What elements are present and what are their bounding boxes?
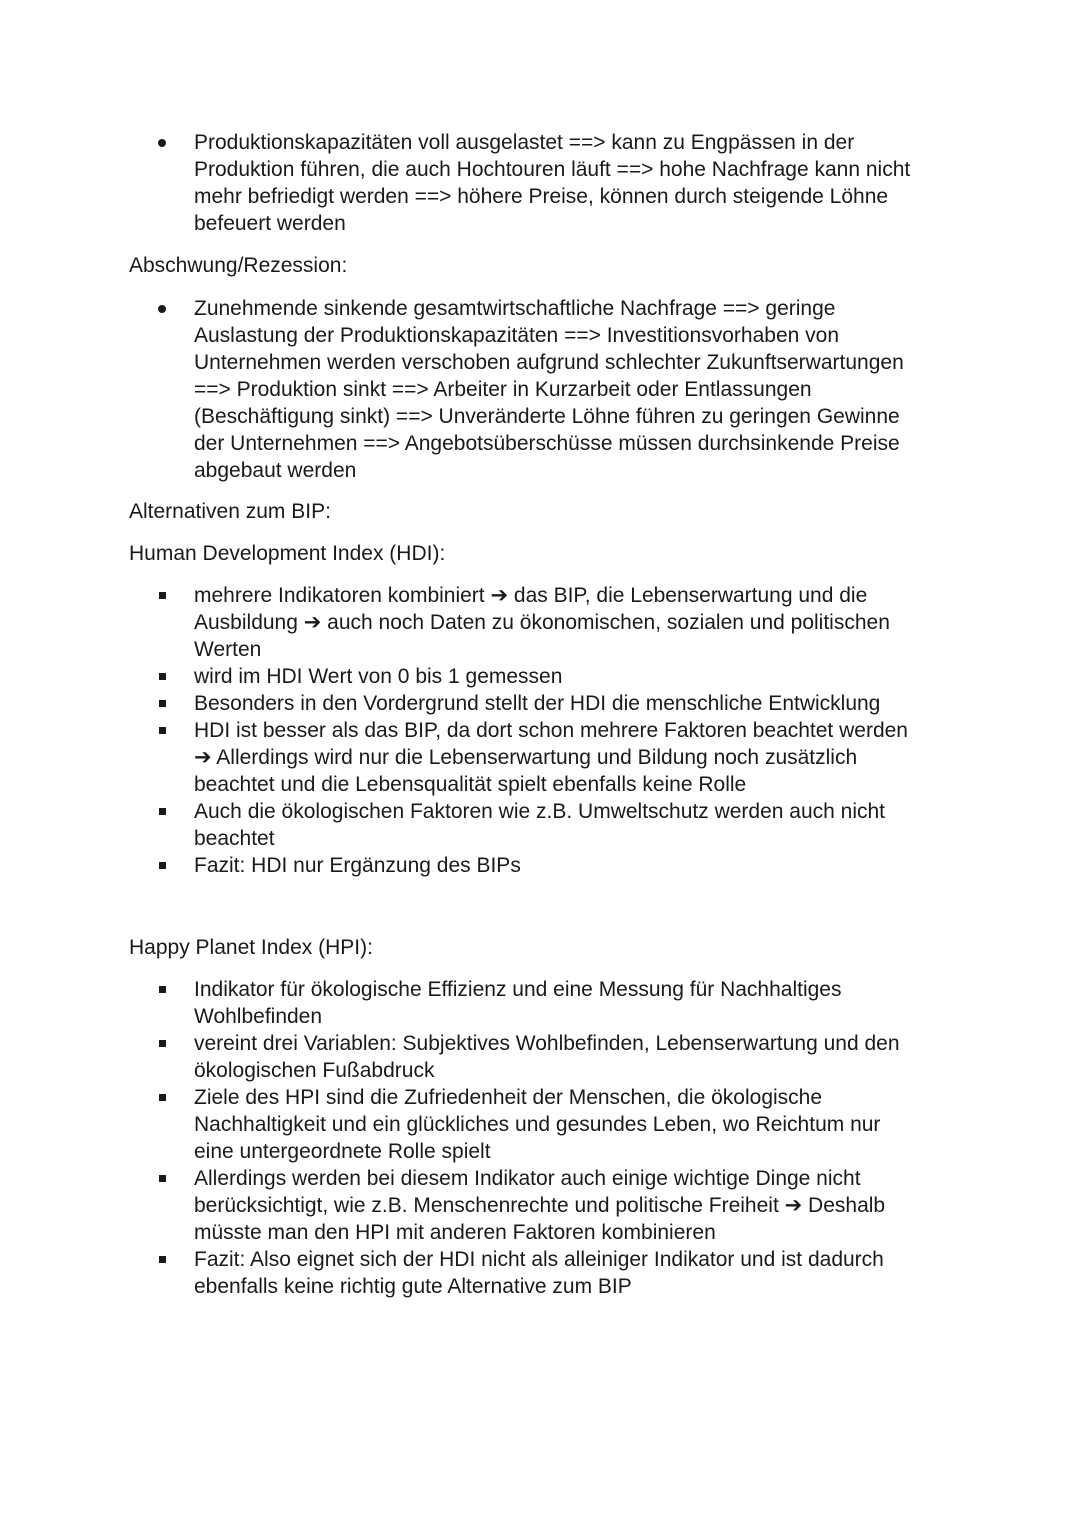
list-item-text: mehrere Indikatoren kombiniert ➔ das BIP, die Lebenserwartung und die Ausbildung ➔ auch noch Daten zu ökonomischen, sozialen und politischen Werten — [194, 584, 890, 661]
list-item-text: Indikator für ökologische Effizienz und eine Messung für Nachhaltiges Wohlbefinden — [194, 978, 842, 1028]
list-item-text: Fazit: HDI nur Ergänzung des BIPs — [194, 854, 521, 877]
bullet-square-icon — [159, 727, 166, 734]
bullet-dot-icon — [158, 305, 166, 313]
bullet-square-icon — [159, 862, 166, 869]
heading-hdi: Human Development Index (HDI): — [129, 542, 446, 565]
hpi-list — [150, 976, 950, 1300]
list-item-text: vereint drei Variablen: Subjektives Wohlbefinden, Lebenserwartung und den ökologischen Fußabdruck — [194, 1032, 900, 1082]
list-item — [150, 295, 950, 484]
bullet-dot-icon — [158, 139, 166, 147]
bullet-square-icon — [159, 986, 166, 993]
bullet-square-icon — [159, 1094, 166, 1101]
bullet-square-icon — [159, 808, 166, 815]
list-item — [150, 798, 950, 852]
heading-rezession: Abschwung/Rezession: — [129, 254, 348, 277]
bullet-square-icon — [159, 592, 166, 599]
list-item-text: Auch die ökologischen Faktoren wie z.B. Umweltschutz werden auch nicht beachtet — [194, 800, 886, 850]
bullet-square-icon — [159, 1040, 166, 1047]
bullet-square-icon — [159, 673, 166, 680]
list-item — [150, 690, 950, 717]
heading-alternatives: Alternativen zum BIP: — [129, 500, 331, 523]
list-item — [150, 976, 950, 1030]
bullet-square-icon — [159, 700, 166, 707]
list-item-text: Zunehmende sinkende gesamtwirtschaftliche Nachfrage ==> geringe Auslastung der Produktionskapazitäten ==> Investitionsvorhaben von Unternehmen werden verschoben aufgrund schlechter Zukunftserwartungen ==> Produktion sinkt ==> Arbeiter in Kurzarbeit oder Entlassungen (Beschäftigung sinkt) ==> Unveränderte Löhne führen zu geringen Gewinne der Unternehmen ==> Angebotsüberschüsse müssen durchsinkende Preise abgebaut werden — [194, 297, 904, 482]
heading-hpi: Happy Planet Index (HPI): — [129, 936, 373, 959]
bullet-square-icon — [159, 1256, 166, 1263]
rezession-list — [150, 295, 950, 484]
list-item — [150, 717, 950, 798]
list-item — [150, 1084, 950, 1165]
list-item — [150, 129, 950, 237]
list-item-text: Besonders in den Vordergrund stellt der HDI die menschliche Entwicklung — [194, 692, 881, 715]
list-item-text: Fazit: Also eignet sich der HDI nicht als alleiniger Indikator und ist dadurch ebenfalls keine richtig gute Alternative zum BIP — [194, 1248, 884, 1298]
list-item-text: Ziele des HPI sind die Zufriedenheit der Menschen, die ökologische Nachhaltigkeit und ein glückliches und gesundes Leben, wo Reichtum nur eine untergeordnete Rolle spielt — [194, 1086, 881, 1163]
list-item — [150, 1165, 950, 1246]
list-item — [150, 582, 950, 663]
list-item — [150, 1030, 950, 1084]
list-item — [150, 1246, 950, 1300]
list-item — [150, 852, 950, 879]
list-item-text: Produktionskapazitäten voll ausgelastet ==> kann zu Engpässen in der Produktion führen, die auch Hochtouren läuft ==> hohe Nachfrage kann nicht mehr befriedigt werden ==> höhere Preise, können durch steigende Löhne befeuert werden — [194, 131, 911, 235]
list-item-text: wird im HDI Wert von 0 bis 1 gemessen — [194, 665, 563, 688]
bullet-square-icon — [159, 1175, 166, 1182]
list-item-text: HDI ist besser als das BIP, da dort schon mehrere Faktoren beachtet werden ➔ Allerdings wird nur die Lebenserwartung und Bildung noch zusätzlich beachtet und die Lebensqualität spielt ebenfalls keine Rolle — [194, 719, 908, 796]
hdi-list — [150, 582, 950, 879]
list-item-text: Allerdings werden bei diesem Indikator auch einige wichtige Dinge nicht berücksichtigt, wie z.B. Menschenrechte und politische Freiheit ➔ Deshalb müsste man den HPI mit anderen Faktoren kombinieren — [194, 1167, 886, 1244]
list-item — [150, 663, 950, 690]
boom-list — [150, 129, 950, 237]
